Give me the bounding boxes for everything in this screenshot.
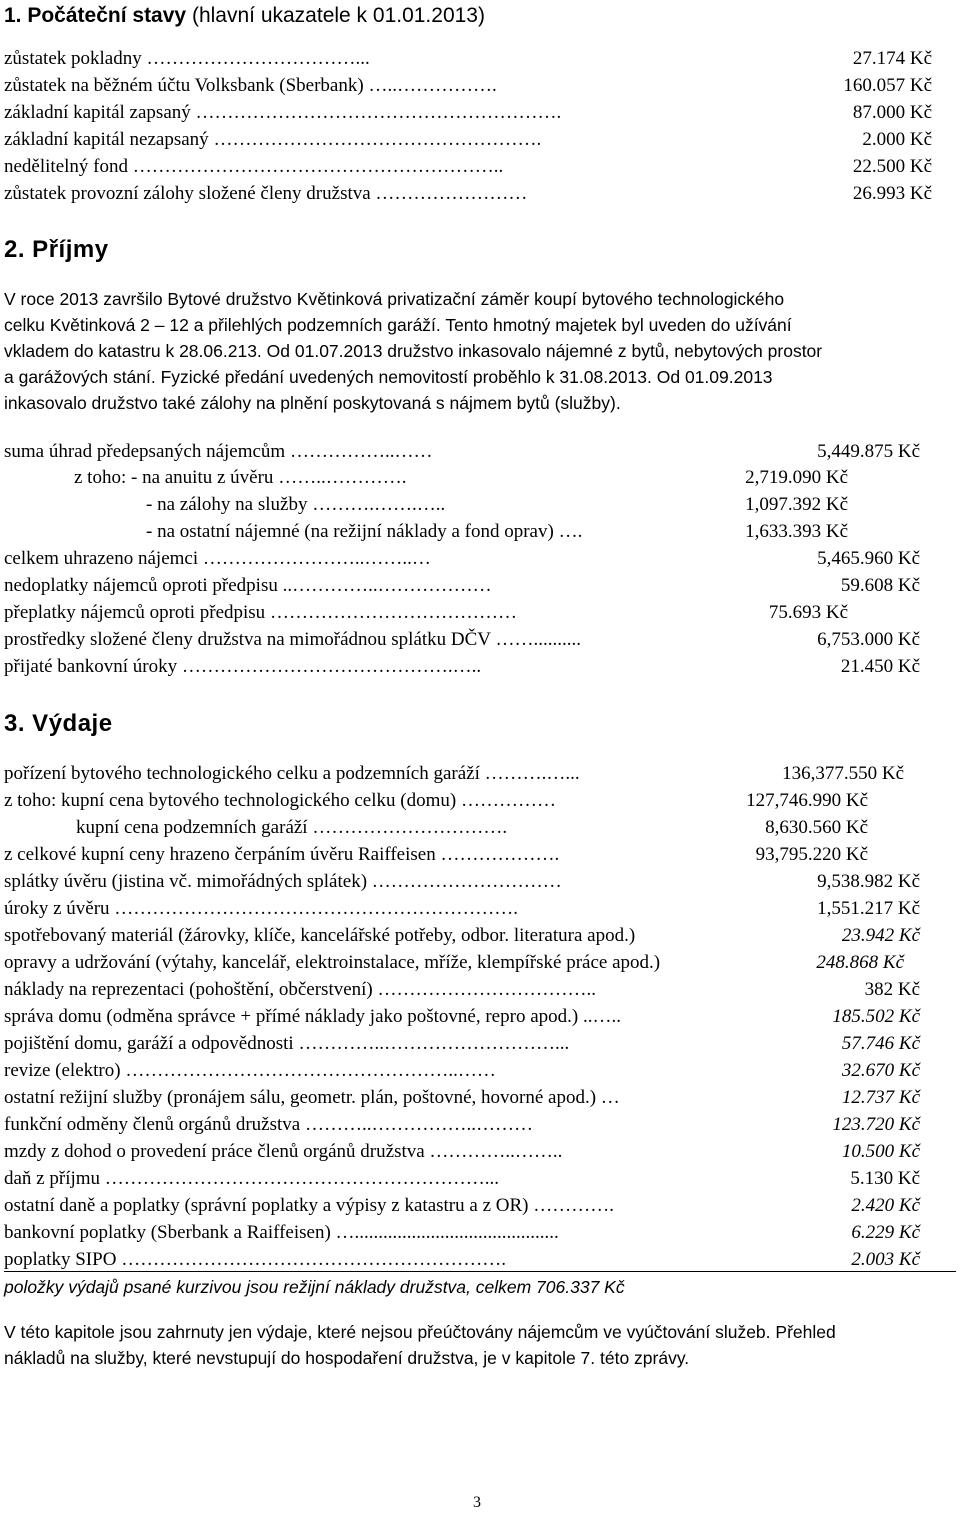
item-value: 185.502 Kč	[832, 1006, 920, 1027]
divider	[4, 1271, 956, 1272]
list-item: opravy a udržování (výtahy, kancelář, elektroinstalace, mříže, klempířské práce apod.)	[4, 952, 661, 973]
list-item: ostatní daně a poplatky (správní poplatky a výpisy z katastru a z OR) ………….	[4, 1195, 614, 1216]
list-item: celkem uhrazeno nájemci ……………………..……..…	[4, 548, 431, 569]
item-value: 26.993 Kč	[852, 183, 932, 204]
list-item: zůstatek provozní zálohy složené členy družstva ……………………	[4, 183, 528, 204]
list-item: suma úhrad předepsaných nájemcům ……………..……	[4, 441, 433, 462]
item-value: 136,377.550 Kč	[782, 763, 904, 784]
item-value: 5,465.960 Kč	[817, 548, 920, 569]
list-item: spotřebovaný materiál (žárovky, klíče, kancelářské potřeby, odbor. literatura apod.)	[4, 925, 636, 946]
list-item: správa domu (odměna správce + přímé náklady jako poštovné, repro apod.) ..…..	[4, 1006, 621, 1027]
list-item: funkční odměny členů orgánů družstva ………..……………..………	[4, 1114, 533, 1135]
item-value: 1,633.393 Kč	[745, 521, 848, 542]
paragraph-line: V roce 2013 završilo Bytové družstvo Květinková privatizační záměr koupí bytového technologického	[4, 289, 785, 309]
list-item: náklady na reprezentaci (pohoštění, občerstvení) ……………………………..	[4, 979, 597, 1000]
list-item: bankovní poplatky (Sberbank a Raiffeisen) …...........................................	[4, 1222, 559, 1243]
item-value: 9,538.982 Kč	[817, 871, 920, 892]
paragraph-line: V této kapitole jsou zahrnuty jen výdaje, které nejsou přeúčtovány nájemcům ve vyúčtování služeb. Přehled	[4, 1322, 836, 1342]
list-item: nedoplatky nájemců oproti předpisu ..…………..………………	[4, 575, 492, 596]
item-value: 2.003 Kč	[851, 1249, 920, 1270]
list-item: přeplatky nájemců oproti předpisu …………………………………	[4, 602, 517, 623]
section-1-title: 1. Počáteční stavy	[4, 4, 187, 27]
list-item: z toho: - na anuitu z úvěru ……..………….	[74, 467, 407, 488]
item-value: 6.229 Kč	[851, 1222, 920, 1243]
paragraph-line: a garážových stání. Fyzické předání uvedených nemovitostí proběhlo k 31.08.2013. Od 01.09.2013	[4, 367, 773, 387]
list-item: - na zálohy na služby ……….…….…..	[146, 494, 446, 515]
paragraph-line: nákladů na služby, které nevstupují do hospodaření družstva, je v kapitole 7. této zprávy.	[4, 1348, 690, 1368]
list-item: poplatky SIPO …………………………………………………….	[4, 1249, 506, 1270]
item-value: 6,753.000 Kč	[817, 629, 920, 650]
list-item: revize (elektro) ……………………………………………..……	[4, 1060, 496, 1081]
item-value: 123.720 Kč	[832, 1114, 920, 1135]
list-item: mzdy z dohod o provedení práce členů orgánů družstva …………..……..	[4, 1141, 563, 1162]
item-value: 23.942 Kč	[841, 925, 920, 946]
list-item: zůstatek pokladny ……………………………...	[4, 48, 370, 69]
item-value: 382 Kč	[864, 979, 920, 1000]
item-value: 2.420 Kč	[851, 1195, 920, 1216]
list-item: daň z příjmu ……………………………………………………...	[4, 1168, 500, 1189]
section-1-subtitle: (hlavní ukazatele k 01.01.2013)	[191, 4, 485, 27]
list-item: přijaté bankovní úroky …………………………………….…..	[4, 656, 482, 677]
section-3-heading: 3. Výdaje	[4, 710, 113, 737]
item-value: 59.608 Kč	[840, 575, 920, 596]
section-1-heading	[4, 4, 485, 28]
item-value: 75.693 Kč	[768, 602, 848, 623]
paragraph-line: celku Květinková 2 – 12 a přilehlých podzemních garáží. Tento hmotný majetek byl uveden do užívání	[4, 315, 792, 335]
section-2-heading: 2. Příjmy	[4, 236, 109, 263]
item-value: 93,795.220 Kč	[755, 844, 868, 865]
list-item: z toho: kupní cena bytového technologického celku (domu) ……………	[4, 790, 556, 811]
italic-note: položky výdajů psané kurzivou jsou režijní náklady družstva, celkem 706.337 Kč	[4, 1277, 625, 1297]
list-item: kupní cena podzemních garáží ………………………….	[76, 817, 508, 838]
list-item: ostatní režijní služby (pronájem sálu, geometr. plán, poštovné, hovorné apod.) …	[4, 1087, 620, 1108]
paragraph-line: inkasovalo družstvo také zálohy na plnění poskytovaná s nájmem bytů (služby).	[4, 393, 621, 413]
list-item: úroky z úvěru ……………………………………………………….	[4, 898, 519, 919]
item-value: 248.868 Kč	[816, 952, 904, 973]
item-value: 160.057 Kč	[843, 75, 932, 96]
item-value: 32.670 Kč	[841, 1060, 920, 1081]
item-value: 10.500 Kč	[841, 1141, 920, 1162]
item-value: 1,097.392 Kč	[745, 494, 848, 515]
item-value: 2,719.090 Kč	[745, 467, 848, 488]
list-item: základní kapitál nezapsaný …………………………………………….	[4, 129, 542, 150]
list-item: nedělitelný fond …………………………………………………..	[4, 156, 504, 177]
list-item: z celkové kupní ceny hrazeno čerpáním úvěru Raiffeisen ……………….	[4, 844, 560, 865]
list-item: základní kapitál zapsaný ………………………………………………….	[4, 102, 562, 123]
item-value: 12.737 Kč	[841, 1087, 920, 1108]
item-value: 5,449.875 Kč	[817, 441, 920, 462]
item-value: 57.746 Kč	[841, 1033, 920, 1054]
list-item: pořízení bytového technologického celku a podzemních garáží ……….…...	[4, 763, 580, 784]
list-item: prostředky složené členy družstva na mimořádnou splátku DČV ……..........	[4, 629, 581, 650]
page-number: 3	[473, 1494, 481, 1511]
item-value: 1,551.217 Kč	[817, 898, 920, 919]
item-value: 27.174 Kč	[852, 48, 932, 69]
item-value: 21.450 Kč	[840, 656, 920, 677]
item-value: 22.500 Kč	[852, 156, 932, 177]
item-value: 8,630.560 Kč	[765, 817, 868, 838]
list-item: splátky úvěru (jistina vč. mimořádných splátek) …………………………	[4, 871, 562, 892]
item-value: 127,746.990 Kč	[746, 790, 868, 811]
list-item: - na ostatní nájemné (na režijní náklady a fond oprav) ….	[146, 521, 583, 542]
list-item: pojištění domu, garáží a odpovědnosti …………..………………………...	[4, 1033, 570, 1054]
item-value: 2.000 Kč	[862, 129, 932, 150]
paragraph-line: vkladem do katastru k 28.06.213. Od 01.07.2013 družstvo inkasovalo nájemné z bytů, nebytových prostor	[4, 341, 823, 361]
item-value: 5.130 Kč	[850, 1168, 920, 1189]
list-item: zůstatek na běžném účtu Volksbank (Sberbank) …..…………….	[4, 75, 497, 96]
item-value: 87.000 Kč	[852, 102, 932, 123]
